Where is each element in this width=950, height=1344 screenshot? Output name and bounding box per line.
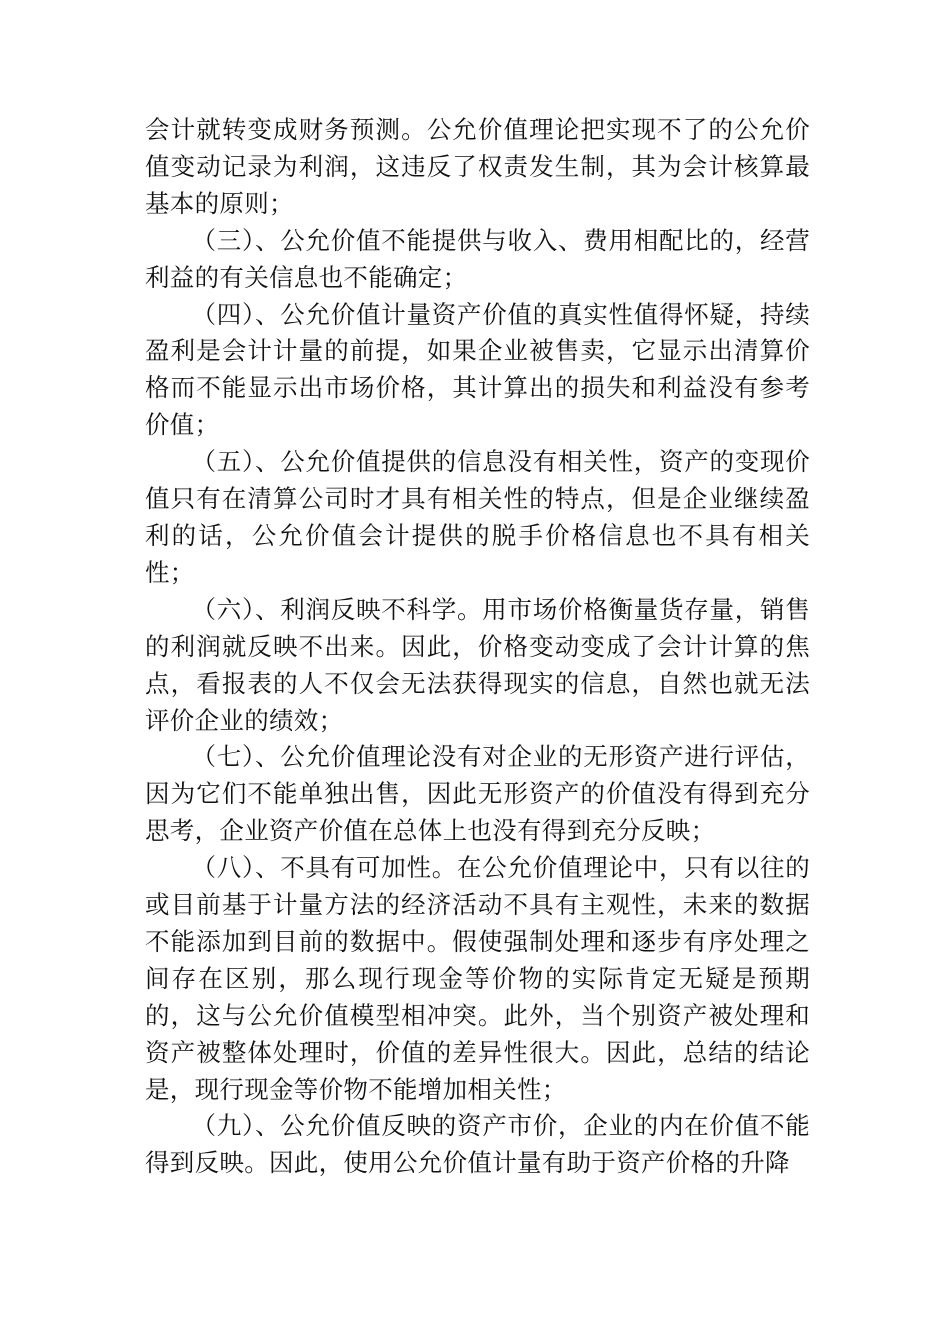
paragraph-point-4: （四）、公允价值计量资产价值的真实性值得怀疑，持续盈利是会计计量的前提，如果企业被售卖，它显示出清算价格而不能显示出市场价格，其计算出的损失和利益没有参考价值； — [145, 299, 810, 440]
body-text — [145, 112, 810, 1182]
paragraph-point-6: （六）、利润反映不科学。用市场价格衡量货存量，销售的利润就反映不出来。因此，价格变动变成了会计计算的焦点，看报表的人不仅会无法获得现实的信息，自然也就无法评价企业的绩效； — [145, 594, 810, 735]
paragraph-point-5: （五）、公允价值提供的信息没有相关性，资产的变现价值只有在清算公司时才具有相关性的特点，但是企业继续盈利的话，公允价值会计提供的脱手价格信息也不具有相关性； — [145, 447, 810, 587]
paragraph-point-8: （八）、不具有可加性。在公允价值理论中，只有以往的或目前基于计量方法的经济活动不具有主观性，未来的数据不能添加到目前的数据中。假使强制处理和逐步有序处理之间存在区别，那么现行现金等价物的实际肯定无疑是预期的，这与公允价值模型相冲突。此外，当个别资产被处理和资产被整体处理时，价值的差异性很大。因此，总结的结论是，现行现金等价物不能增加相关性； — [145, 853, 810, 1104]
paragraph-continuation: 会计就转变成财务预测。公允价值理论把实现不了的公允价值变动记录为利润，这违反了权责发生制，其为会计核算最基本的原则； — [145, 115, 810, 218]
paragraph-point-3: （三）、公允价值不能提供与收入、费用相配比的，经营利益的有关信息也不能确定； — [145, 225, 810, 292]
paragraph-point-7: （七）、公允价值理论没有对企业的无形资产进行评估，因为它们不能单独出售，因此无形资产的价值没有得到充分思考，企业资产价值在总体上也没有得到充分反映； — [145, 742, 810, 846]
paragraph-point-9: （九）、公允价值反映的资产市价，企业的内在价值不能得到反映。因此，使用公允价值计量有助于资产价格的升降 — [145, 1111, 810, 1178]
